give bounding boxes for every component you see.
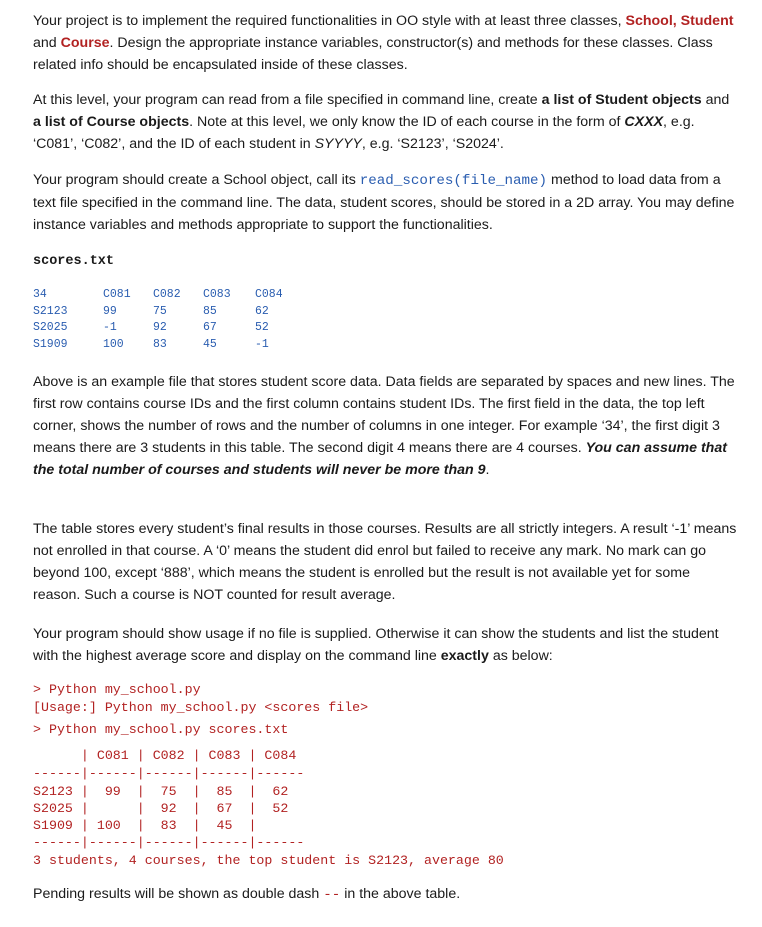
file-table-cell: -1 — [255, 337, 269, 351]
file-description-paragraph: Above is an example file that stores student score data. Data fields are separated by spaces and new lines. The first row contains course IDs and the first column contains student IDs. The first field in the data, the top left corner, shows the number of rows and the number of columns in one integer. For example ‘34’, the first digit 3 means there are 3 students in this table. The second digit 4 means there are 4 courses. You can assume that the total number of courses and students will never be more than 9. — [33, 374, 735, 478]
file-table-cell: -1 — [103, 321, 117, 334]
file-table-cell: 62 — [255, 304, 269, 318]
output-separator: ------|------|------|------|------ — [33, 766, 305, 781]
output-row: S2025 | | 92 | 67 | 52 — [33, 801, 289, 816]
file-table-cell: 52 — [255, 321, 269, 334]
results-paragraph: The table stores every student’s final results in those courses. Results are all strictly integers. A result ‘-1’ means not enrolled in that course. A ‘0’ means the student did enrol but failed to receive any mark. No mark can go beyond 100, except ‘888’, which means the student is enrolled but the result is not available yet for some reason. Such a course is NOT counted for result average. — [33, 521, 737, 603]
file-table-cell: S1909 — [33, 337, 68, 351]
class-names-highlight: School, Student — [625, 13, 734, 29]
output-row: S2123 | 99 | 75 | 85 | 62 — [33, 784, 289, 799]
usage-paragraph: Your program should show usage if no file is supplied. Otherwise it can show the students and list the student with the highest average score and display on the command line exactly as below: — [33, 626, 719, 664]
file-table-cell: C083 — [203, 288, 231, 301]
terminal-command-2: > Python my_school.py scores.txt — [33, 722, 289, 737]
school-object-paragraph: Your program should create a School object, call its read_scores(file_name) method to load data from a text file specified in the command line. The data, student scores, should be stored in a 2D array. You may define instance variables and methods appropriate to support the functionalities. — [33, 172, 735, 233]
output-header: | C081 | C082 | C083 | C084 — [33, 748, 297, 763]
intro-paragraph: Your project is to implement the required functionalities in OO style with at least three classes, School, Student and Course. Design the appropriate instance variables, constructor(s) and methods for these classes. Class related info should be encapsulated inside of these classes. — [33, 13, 734, 73]
file-table-cell: 45 — [203, 337, 217, 351]
double-dash: -- — [323, 887, 341, 903]
file-table-cell: 100 — [103, 337, 124, 351]
usage-message: [Usage:] Python my_school.py <scores file> — [33, 700, 369, 715]
file-table-cell: S2123 — [33, 304, 68, 318]
file-table-cell: 83 — [153, 337, 167, 351]
file-table-cell: 34 — [33, 288, 47, 301]
file-table-cell: 75 — [153, 304, 167, 318]
course-class-highlight: Course — [60, 35, 110, 51]
output-separator: ------|------|------|------|------ — [33, 835, 305, 850]
file-table-cell: S2025 — [33, 321, 68, 334]
file-table-cell: 85 — [203, 304, 217, 318]
output-summary: 3 students, 4 courses, the top student is S2123, average 80 — [33, 853, 504, 868]
file-table-cell: 99 — [103, 304, 117, 318]
method-signature: read_scores(file_name) — [359, 173, 548, 189]
file-table-cell: C082 — [153, 288, 181, 301]
footer-note: Pending results will be shown as double dash -- in the above table. — [33, 886, 461, 903]
file-table-cell: 92 — [153, 321, 167, 334]
file-table-cell: C081 — [103, 288, 131, 301]
file-table-cell: C084 — [255, 288, 283, 301]
file-table-cell: 67 — [203, 321, 217, 334]
output-row: S1909 | 100 | 83 | 45 | — [33, 818, 257, 833]
terminal-command-1: > Python my_school.py — [33, 682, 201, 697]
file-heading: scores.txt — [33, 254, 115, 269]
level-paragraph: At this level, your program can read from a file specified in command line, create a list of Student objects and a list of Course objects. Note at this level, we only know the ID of each course in the form of CXXX, e.g. ‘C081’, ‘C082’, and the ID of each student in SYYYY, e.g. ‘S2123’, ‘S2024’. — [33, 92, 730, 152]
